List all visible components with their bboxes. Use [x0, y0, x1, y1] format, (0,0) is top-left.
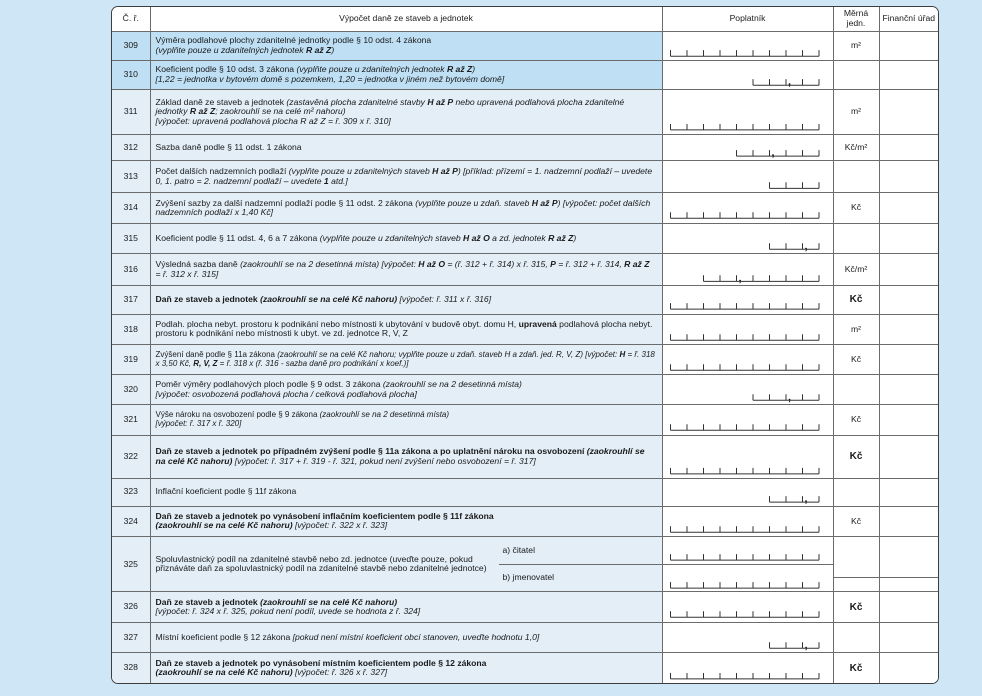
- desc-text: R, V, Z: [193, 358, 218, 368]
- desc-text: nebo upravená podlahová plocha zdanitelné jednotky: [155, 96, 625, 117]
- desc-text: Výše nároku na osvobození podle § 9 zákona: [155, 410, 320, 420]
- decimal-comma: ,: [771, 147, 775, 160]
- desc-text: (zaokrouhlí se na 2 desetinná místa): [382, 379, 522, 390]
- desc-text: (zaokrouhlí se na celé Kč nahoru): [155, 520, 293, 531]
- row-number: 326: [112, 592, 150, 622]
- digit-comb: [663, 254, 833, 285]
- unit-label: [833, 286, 879, 314]
- desc-text: upravená: [518, 318, 557, 329]
- digit-comb: [663, 286, 833, 313]
- row-number: 317: [112, 286, 150, 314]
- unit-label-text: Kč: [849, 601, 863, 613]
- desc-text: (zaokrouhlí se na 2 desetinná místa) [výpočet:: [240, 259, 419, 270]
- row-description: [150, 622, 662, 652]
- desc-text: Výsledná sazba daně: [155, 259, 241, 270]
- desc-text: ): [331, 44, 335, 55]
- row-number: 313: [112, 161, 150, 193]
- decimal-comma: ,: [804, 638, 808, 652]
- tax-table: [112, 7, 938, 683]
- row-number: 323: [112, 478, 150, 506]
- table-row: [112, 31, 938, 60]
- unit-label: Kč: [833, 506, 879, 536]
- col-header-office: Finanční úřad: [879, 7, 938, 31]
- desc-text: Podlah. plocha nebyt. prostoru k podnikání nebo místnosti k ubytování v budově obyt. domu H,: [155, 318, 519, 329]
- digit-comb: [663, 592, 833, 621]
- table-row: [112, 134, 938, 160]
- desc-text: [pokud není místní koeficient obcí stanoven, uveďte hodnotu 1,0]: [292, 631, 540, 642]
- payer-input-318[interactable]: [662, 314, 833, 344]
- unit-label: [833, 622, 879, 652]
- desc-text: H až P: [432, 166, 458, 177]
- desc-text: (zastavěná plocha zdanitelné stavby: [286, 96, 428, 107]
- desc-text: Daň ze staveb a jednotek po vynásobení inflačním koeficientem podle § 11f zákona: [155, 511, 494, 521]
- payer-input-324[interactable]: [662, 506, 833, 536]
- digit-comb: [663, 135, 833, 160]
- digit-comb: [663, 224, 833, 253]
- desc-text: H až P: [427, 96, 454, 107]
- desc-text: H až P: [531, 197, 558, 208]
- office-cell: [879, 314, 938, 344]
- unit-label: Kč/m²: [833, 134, 879, 160]
- row-description: [150, 90, 662, 135]
- payer-input-316[interactable]: [662, 254, 833, 286]
- payer-input-325-numerator[interactable]: [663, 537, 833, 565]
- desc-text: H: [619, 349, 626, 359]
- desc-text: Zvýšení sazby za další nadzemní podlaží podle § 11 odst. 2 zákona: [155, 197, 416, 208]
- office-cell: [879, 375, 938, 405]
- office-cell: [879, 592, 938, 622]
- desc-text: [výpočet: ř. 326 x ř. 327]: [292, 667, 388, 678]
- row-number: 321: [112, 405, 150, 435]
- desc-text: ) [příklad: přízemí = 1. nadzemní podlaží – uvedete 0, 1. patro = 2. nadzemní podlaží – uvedete: [155, 166, 653, 186]
- row-number: 315: [112, 223, 150, 253]
- payer-input-319[interactable]: [662, 344, 833, 374]
- table-row: [112, 314, 938, 344]
- desc-text: Koeficient podle § 10 odst. 3 zákona: [155, 64, 297, 75]
- numerator-label: a) čitatel: [499, 537, 662, 565]
- desc-text: Daň ze staveb a jednotek po případném zvýšení podle § 11a zákona a po uplatnění nároku na osvobození: [155, 446, 587, 457]
- payer-input-314[interactable]: [662, 193, 833, 223]
- digit-comb: [663, 436, 833, 478]
- row-description: [150, 31, 662, 60]
- table-row: [112, 622, 938, 652]
- unit-label: [833, 375, 879, 405]
- table-row: [112, 254, 938, 286]
- row-description: [150, 344, 662, 374]
- desc-text: ; zaokrouhlí se na celé m² nahoru): [215, 106, 346, 117]
- unit-label-text: Kč: [849, 294, 863, 306]
- digit-comb: [663, 405, 833, 434]
- unit-label: [833, 478, 879, 506]
- table-row: [112, 161, 938, 193]
- row-description: [150, 223, 662, 253]
- desc-text: atd.]: [328, 175, 348, 186]
- decimal-comma: ,: [804, 239, 808, 252]
- desc-text: [výpočet: osvobozená podlahová plocha / celková podlahová plocha]: [155, 388, 417, 399]
- office-cell: [879, 506, 938, 536]
- table-row: [112, 537, 938, 592]
- decimal-comma: ,: [787, 391, 791, 404]
- digit-comb: [663, 375, 833, 404]
- row-number: 316: [112, 254, 150, 286]
- digit-comb: [663, 345, 833, 374]
- payer-input-328[interactable]: [662, 653, 833, 683]
- desc-text: H až O: [463, 232, 490, 243]
- table-row: [112, 506, 938, 536]
- desc-text: (vyplňte pouze u zdanitelných jednotek: [155, 44, 306, 55]
- desc-text: H až O: [418, 259, 446, 270]
- row-number: 328: [112, 653, 150, 683]
- desc-text: (zaokrouhlí se na celé Kč nahoru): [260, 596, 398, 607]
- row-description: [150, 592, 662, 622]
- desc-text: [výpočet: ř. 324 x ř. 325, pokud není podíl, uvede se hodnota z ř. 324]: [155, 606, 421, 617]
- digit-comb: [663, 507, 833, 536]
- digit-comb: [663, 479, 833, 506]
- table-row: [112, 60, 938, 89]
- row-number: 314: [112, 193, 150, 223]
- desc-text: P: [550, 259, 556, 270]
- unit-label: Kč: [833, 344, 879, 374]
- decimal-comma: ,: [738, 272, 742, 285]
- desc-text: (zaokrouhlí se na celé Kč nahoru): [155, 667, 293, 678]
- digit-comb: [663, 61, 833, 89]
- office-cell: [879, 31, 938, 60]
- unit-label: [833, 161, 879, 193]
- unit-label-text: Kč: [849, 662, 863, 674]
- row-number: 324: [112, 506, 150, 536]
- row-description: [150, 653, 662, 683]
- office-cell: [879, 622, 938, 652]
- row-number: 319: [112, 344, 150, 374]
- decimal-comma: ,: [787, 75, 791, 88]
- office-cell: [879, 344, 938, 374]
- unit-label: [833, 435, 879, 478]
- row-description: [150, 134, 662, 160]
- office-cell: [879, 134, 938, 160]
- unit-label: Kč: [833, 193, 879, 223]
- desc-text: 1: [323, 175, 329, 186]
- desc-text: = ř. 312 x ř. 315]: [155, 268, 219, 279]
- row-description: [150, 60, 662, 89]
- desc-text: podlahová plocha nebyt. prostoru k podnikání nebo místnosti k ubyt. ve zd. jednotce R, V, Z: [155, 318, 653, 339]
- payer-input-309[interactable]: [662, 31, 833, 60]
- unit-split-top: [834, 550, 879, 578]
- desc-text: R až Z: [548, 232, 574, 243]
- office-cell: [879, 161, 938, 193]
- unit-label: [833, 653, 879, 683]
- office-cell: [879, 537, 938, 592]
- table-row: [112, 653, 938, 683]
- header-row: [112, 7, 938, 31]
- payer-input-327[interactable]: [662, 622, 833, 652]
- desc-text: [výpočet: ř. 317 x ř. 320]: [155, 419, 242, 429]
- payer-input-310[interactable]: [662, 60, 833, 89]
- table-row: [112, 344, 938, 374]
- col-header-no: Č. ř.: [112, 7, 150, 31]
- row-number: 318: [112, 314, 150, 344]
- desc-text: Koeficient podle § 11 odst. 4, 6 a 7 zákona: [155, 232, 320, 243]
- desc-text: (vyplňte pouze u zdanitelných staveb: [319, 232, 464, 243]
- row-description: [150, 161, 662, 193]
- row-number: 310: [112, 60, 150, 89]
- unit-label: [833, 223, 879, 253]
- desc-text: Zvýšení daně podle § 11a zákona: [155, 349, 278, 359]
- payer-input-311[interactable]: [662, 90, 833, 135]
- share-description: Spoluvlastnický podíl na zdanitelné stavbě nebo zd. jednotce (uveďte pouze, pokud přiznáváte daň za spoluvlastnický podíl na zdanitelné stavbě nebo zdanitelné jednotce): [155, 553, 487, 574]
- digit-comb: [663, 315, 833, 344]
- desc-text: Sazba daně podle § 11 odst. 1 zákona: [155, 141, 302, 152]
- payer-input-322[interactable]: [662, 435, 833, 478]
- table-row: [112, 405, 938, 435]
- row-description: [150, 537, 662, 592]
- office-cell: [879, 405, 938, 435]
- row-number: 320: [112, 375, 150, 405]
- digit-comb: [663, 537, 833, 564]
- table-row: [112, 90, 938, 135]
- unit-label: [833, 592, 879, 622]
- desc-text: = (ř. 312 + ř. 314) x ř. 315,: [445, 259, 551, 270]
- desc-text: R až Z: [446, 64, 473, 75]
- digit-comb: [663, 565, 833, 592]
- office-cell: [879, 435, 938, 478]
- row-description: [150, 478, 662, 506]
- office-cell: [879, 223, 938, 253]
- row-number: 309: [112, 31, 150, 60]
- desc-text: ): [472, 64, 476, 75]
- desc-text: R až Z: [624, 259, 650, 270]
- desc-text: (vyplňte pouze u zdanitelných jednotek: [296, 64, 447, 75]
- row-description: [150, 506, 662, 536]
- payer-input-317[interactable]: [662, 286, 833, 314]
- desc-text: [výpočet: ř. 322 x ř. 323]: [292, 520, 388, 531]
- table-row: [112, 592, 938, 622]
- payer-input-312[interactable]: [662, 134, 833, 160]
- table-row: [112, 375, 938, 405]
- desc-text: Daň ze staveb a jednotek: [155, 596, 261, 607]
- desc-text: [výpočet: ř. 317 + ř. 319 - ř. 321, pokud není zvýšení nebo osvobození = ř. 317]: [232, 455, 536, 466]
- row-description: [150, 254, 662, 286]
- row-description: [150, 314, 662, 344]
- desc-text: = ř. 318 x (ř. 316 - sazba daně pro podnikání x koef.)]: [217, 358, 409, 368]
- desc-text: R až Z: [306, 44, 332, 55]
- office-cell: [879, 254, 938, 286]
- desc-text: Inflační koeficient podle § 11f zákona: [155, 486, 297, 497]
- desc-text: = ř. 312 + ř. 314,: [555, 259, 625, 270]
- office-cell: [879, 60, 938, 89]
- desc-text: Základ daně ze staveb a jednotek: [155, 96, 287, 107]
- row-description: [150, 405, 662, 435]
- row-description: [150, 435, 662, 478]
- row-description: [150, 375, 662, 405]
- desc-text: Daň ze staveb a jednotek po vynásobení místním koeficientem podle § 12 zákona: [155, 657, 487, 668]
- unit-label: Kč/m²: [833, 254, 879, 286]
- office-cell: [879, 478, 938, 506]
- tax-form: [111, 6, 939, 684]
- desc-text: Daň ze staveb a jednotek: [155, 294, 261, 305]
- unit-label: [833, 60, 879, 89]
- office-cell: [879, 90, 938, 135]
- payer-input-313[interactable]: [662, 161, 833, 193]
- col-header-payer: Poplatník: [662, 7, 833, 31]
- row-number: 325: [112, 537, 150, 592]
- table-row: [112, 435, 938, 478]
- table-row: [112, 478, 938, 506]
- unit-label: m²: [833, 314, 879, 344]
- row-number: 327: [112, 622, 150, 652]
- desc-text: (zaokrouhlí se na 2 desetinná místa): [319, 410, 450, 420]
- desc-text: ): [573, 232, 577, 243]
- row-number: 312: [112, 134, 150, 160]
- digit-comb: [663, 653, 833, 683]
- col-header-unit: Měrná jedn.: [833, 7, 879, 31]
- row-description: [150, 286, 662, 314]
- payer-input-325-denominator[interactable]: [663, 565, 833, 592]
- digit-comb: [663, 32, 833, 60]
- desc-text: (zaokrouhlí se na celé Kč nahoru; vyplňte pouze u zdaň. staveb H a zdaň. jed. R, V, Z) [výpočet:: [277, 349, 620, 359]
- unit-label-text: Kč: [849, 451, 863, 463]
- col-header-description: Výpočet daně ze staveb a jednotek: [150, 7, 662, 31]
- desc-text: ) [výpočet: počet dalších nadzemních podlaží x 1,40 Kč]: [155, 197, 651, 218]
- table-row: [112, 193, 938, 223]
- desc-text: (zaokrouhlí se na celé Kč nahoru): [260, 294, 398, 305]
- desc-text: Poměr výměry podlahových ploch podle § 9 odst. 3 zákona: [155, 379, 383, 390]
- digit-comb: [663, 623, 833, 652]
- payer-input-315[interactable]: [662, 223, 833, 253]
- desc-text: [1,22 = jednotka v bytovém domě s pozemkem, 1,20 = jednotka v jiném než bytovém domě]: [155, 73, 505, 84]
- payer-share-cell: [662, 537, 833, 592]
- decimal-comma: ,: [804, 492, 808, 505]
- payer-input-321[interactable]: [662, 405, 833, 435]
- desc-text: (vyplňte pouze u zdanitelných staveb: [288, 166, 433, 177]
- office-cell: [879, 193, 938, 223]
- desc-text: [výpočet: upravená podlahová plocha R až Z = ř. 309 x ř. 310]: [155, 115, 391, 126]
- desc-text: Počet dalších nadzemních podlaží: [155, 166, 289, 177]
- desc-text: [výpočet: ř. 311 x ř. 316]: [397, 294, 492, 305]
- row-number: 311: [112, 90, 150, 135]
- payer-input-320[interactable]: [662, 375, 833, 405]
- desc-text: a zd. jednotek: [489, 232, 549, 243]
- office-cell: [879, 286, 938, 314]
- desc-text: R až Z: [189, 106, 216, 117]
- table-row: [112, 223, 938, 253]
- unit-label: Kč: [833, 405, 879, 435]
- desc-text: (zaokrouhlí se na celé Kč nahoru): [155, 446, 645, 466]
- unit-label: m²: [833, 31, 879, 60]
- payer-input-323[interactable]: [662, 478, 833, 506]
- digit-comb: [663, 90, 833, 134]
- office-split-top: [880, 550, 939, 578]
- unit-label: m²: [833, 90, 879, 135]
- row-description: [150, 193, 662, 223]
- digit-comb: [663, 193, 833, 222]
- desc-text: = ř. 318 x 3,50 Kč,: [155, 349, 655, 368]
- desc-text: Výměra podlahové plochy zdanitelné jednotky podle § 10 odst. 4 zákona: [155, 35, 432, 46]
- row-number: 322: [112, 435, 150, 478]
- denominator-label: b) jmenovatel: [502, 572, 555, 583]
- digit-comb: [663, 161, 833, 192]
- payer-input-326[interactable]: [662, 592, 833, 622]
- office-cell: [879, 653, 938, 683]
- unit-label: [833, 537, 879, 592]
- desc-text: Místní koeficient podle § 12 zákona: [155, 631, 293, 642]
- table-row: [112, 286, 938, 314]
- desc-text: (vyplňte pouze u zdaň. staveb: [415, 197, 532, 208]
